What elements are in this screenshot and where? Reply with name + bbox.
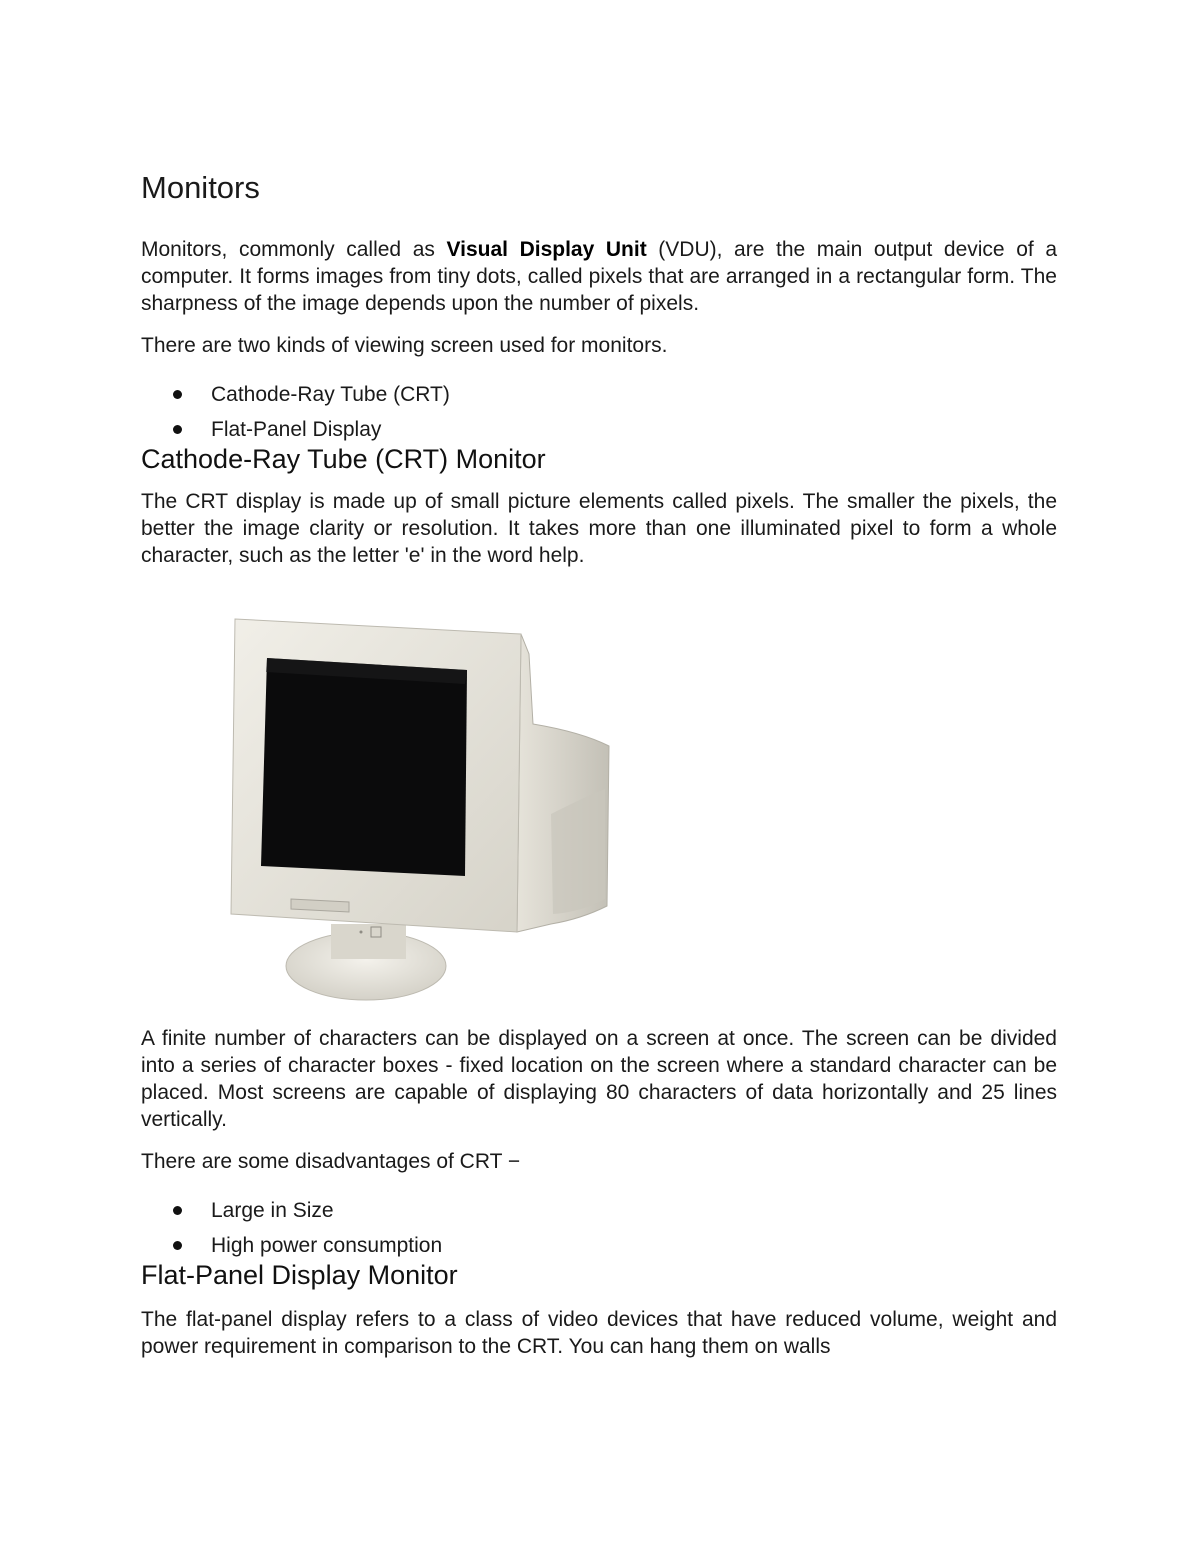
intro-text-start: Monitors, commonly called as — [141, 238, 447, 261]
intro-bold-term: Visual Display Unit — [446, 238, 647, 261]
flat-panel-paragraph: The flat-panel display refers to a class of video devices that have reduced volume, weight and power requirement in comparison to the CRT. You can hang them on walls — [141, 1308, 1057, 1358]
list-item-label: High power consumption — [211, 1234, 443, 1257]
list-item — [141, 381, 450, 416]
flat-panel-heading: Flat-Panel Display Monitor — [141, 1260, 458, 1290]
intro-text-end: (VDU), are the main output device of a computer. It forms images from tiny dots, called pixels that are arranged in a rectangular form. The sharpness of the image depends upon the number of pixels. — [141, 238, 1057, 315]
page-title: Monitors — [141, 170, 260, 205]
kinds-paragraph: There are two kinds of viewing screen used for monitors. — [141, 334, 668, 357]
bullet-icon — [173, 390, 182, 399]
list-item-label: Flat-Panel Display — [211, 418, 382, 441]
intro-paragraph — [141, 236, 1057, 317]
list-item — [141, 1197, 442, 1232]
crt-disadvantages-list — [141, 1197, 442, 1267]
kinds-list — [141, 381, 450, 451]
bullet-icon — [173, 1206, 182, 1215]
list-item-label: Cathode-Ray Tube (CRT) — [211, 383, 450, 406]
crt-disadvantages-intro: There are some disadvantages of CRT − — [141, 1150, 521, 1173]
crt-paragraph-2: A finite number of characters can be displayed on a screen at once. The screen can be divided into a series of character boxes - fixed location on the screen where a standard character can be placed. Most screens are capable of displaying 80 characters of data horizontally and 25 lines vertically. — [141, 1027, 1057, 1131]
crt-heading: Cathode-Ray Tube (CRT) Monitor — [141, 444, 546, 474]
list-item-label: Large in Size — [211, 1199, 334, 1222]
crt-paragraph-1: The CRT display is made up of small picture elements called pixels. The smaller the pixels, the better the image clarity or resolution. It takes more than one illuminated pixel to form a whole character, such as the letter 'e' in the word help. — [141, 490, 1057, 567]
bullet-icon — [173, 425, 182, 434]
crt-monitor-image — [221, 614, 611, 1004]
bullet-icon — [173, 1241, 182, 1250]
